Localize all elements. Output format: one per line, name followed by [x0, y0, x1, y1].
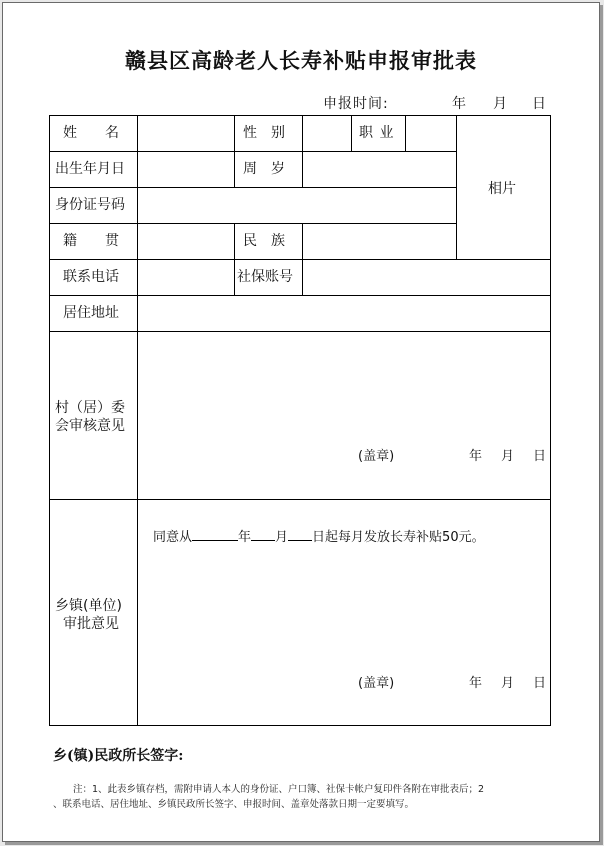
town-year: 年 — [469, 676, 483, 691]
town-seal: (盖章) — [358, 676, 395, 691]
age-label: 周 岁 — [243, 161, 285, 177]
village-seal: (盖章) — [358, 449, 395, 464]
town-review-label-line1: 乡镇(单位) — [55, 598, 122, 614]
occupation-field[interactable] — [406, 116, 456, 151]
gender-field[interactable] — [303, 116, 351, 151]
address-field[interactable] — [138, 296, 550, 331]
footer-note — [53, 782, 551, 812]
date-day: 日 — [532, 96, 547, 112]
consent-day-blank[interactable] — [288, 527, 312, 541]
social-security-label: 社保账号 — [237, 269, 293, 285]
gender-label: 性 别 — [243, 125, 285, 141]
photo-area[interactable] — [457, 116, 550, 259]
consent-month-blank[interactable] — [251, 527, 275, 541]
consent-month: 月 — [275, 530, 289, 545]
date-year: 年 — [452, 96, 467, 112]
id-number-field[interactable] — [138, 188, 456, 223]
consent-year: 年 — [238, 530, 252, 545]
name-field[interactable] — [138, 116, 234, 151]
village-review-label-line2: 会审核意见 — [55, 418, 125, 434]
birth-date-field[interactable] — [138, 152, 234, 187]
occupation-label: 职 业 — [359, 125, 395, 141]
date-label: 申报时间: — [323, 96, 389, 112]
town-consent-text — [153, 527, 485, 547]
consent-tail: 日起每月发放长寿补贴50元。 — [312, 530, 485, 545]
town-month: 月 — [501, 676, 515, 691]
note-line-1: 注：1、此表乡镇存档，需附申请人本人的身份证、户口簿、社保卡帐户复印件各附在审批表后；2 — [73, 784, 485, 795]
town-day: 日 — [533, 676, 547, 691]
birth-date-label: 出生年月日 — [55, 161, 125, 177]
name-label: 姓 名 — [63, 125, 119, 141]
village-year: 年 — [469, 449, 483, 464]
village-review-label-line1: 村（居）委 — [55, 400, 125, 416]
consent-year-blank[interactable] — [192, 527, 238, 541]
native-place-field[interactable] — [138, 224, 234, 259]
social-security-field[interactable] — [303, 260, 550, 295]
form-title: 赣县区高龄老人长寿补贴申报审批表 — [125, 49, 477, 73]
age-field[interactable] — [303, 152, 456, 187]
photo-label: 相片 — [488, 181, 516, 197]
village-month: 月 — [501, 449, 515, 464]
ethnicity-label: 民 族 — [243, 233, 285, 249]
address-label: 居住地址 — [63, 305, 119, 321]
town-review-label-line2: 审批意见 — [63, 616, 119, 632]
note-line-2: 、联系电话、居住地址、乡镇民政所长签字、申报时间、盖章处落款日期一定要填写。 — [53, 799, 415, 810]
phone-field[interactable] — [138, 260, 234, 295]
native-place-label: 籍 贯 — [63, 233, 119, 249]
id-number-label: 身份证号码 — [55, 197, 125, 213]
ethnicity-field[interactable] — [303, 224, 456, 259]
consent-prefix: 同意从 — [153, 530, 193, 545]
village-review-field[interactable] — [138, 332, 550, 499]
form-page — [2, 2, 600, 842]
civil-affairs-signature-label: 乡(镇)民政所长签字: — [53, 748, 184, 764]
date-month: 月 — [493, 96, 508, 112]
village-day: 日 — [533, 449, 547, 464]
phone-label: 联系电话 — [63, 269, 119, 285]
